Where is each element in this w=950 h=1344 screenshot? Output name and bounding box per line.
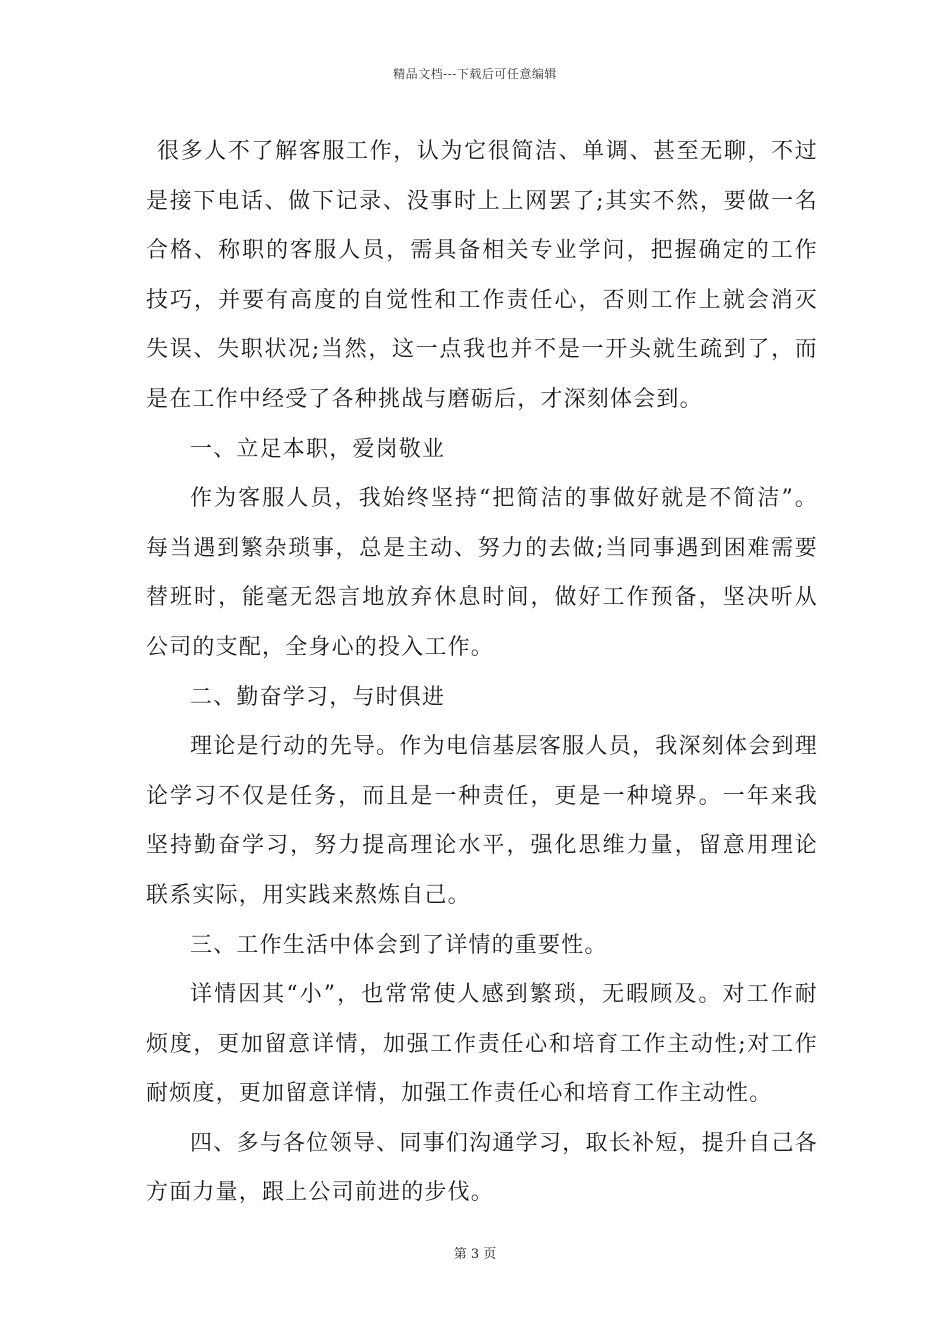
section-heading-4-paragraph: 四、多与各位领导、同事们沟通学习，取长补短，提升自己各方面力量，跟上公司前进的步伐。 — [146, 1130, 818, 1206]
section-paragraph-3: 详情因其“小”，也常常使人感到繁琐，无暇顾及。对工作耐烦度，更加留意详情，加强工作责任心和培育工作主动性;对工作耐烦度，更加留意详情，加强工作责任心和培育工作主动性。 — [146, 982, 818, 1107]
page-number: 第 3 页 — [453, 1247, 497, 1262]
section-paragraph-1: 作为客服人员，我始终坚持“把简洁的事做好就是不简洁”。每当遇到繁杂琐事，总是主动、努力的去做;当同事遇到困难需要替班时，能毫无怨言地放弃休息时间，做好工作预备，坚决听从公司的支配，全身心的投入工作。 — [146, 486, 818, 660]
intro-paragraph: 很多人不了解客服工作，认为它很简洁、单调、甚至无聊，不过是接下电话、做下记录、没事时上上网罢了;其实不然，要做一名合格、称职的客服人员，需具备相关专业学问，把握确定的工作技巧，并要有高度的自觉性和工作责任心，否则工作上就会消灭失误、失职状况;当然，这一点我也并不是一开头就生疏到了，而是在工作中经受了各种挑战与磨砺后，才深刻体会到。 — [146, 139, 818, 412]
section-paragraph-2: 理论是行动的先导。作为电信基层客服人员，我深刻体会到理论学习不仅是任务，而且是一种责任，更是一种境界。一年来我坚持勤奋学习，努力提高理论水平，强化思维力量，留意用理论联系实际，用实践来熬炼自己。 — [146, 734, 818, 908]
section-heading-3: 三、工作生活中体会到了详情的重要性。 — [190, 932, 608, 958]
section-heading-2: 二、勤奋学习，与时俱进 — [190, 684, 446, 710]
section-heading-1: 一、立足本职，爱岗敬业 — [190, 436, 446, 462]
document-body — [146, 127, 818, 1218]
page-header: 精品文档---下载后可任意编辑 — [393, 67, 557, 81]
